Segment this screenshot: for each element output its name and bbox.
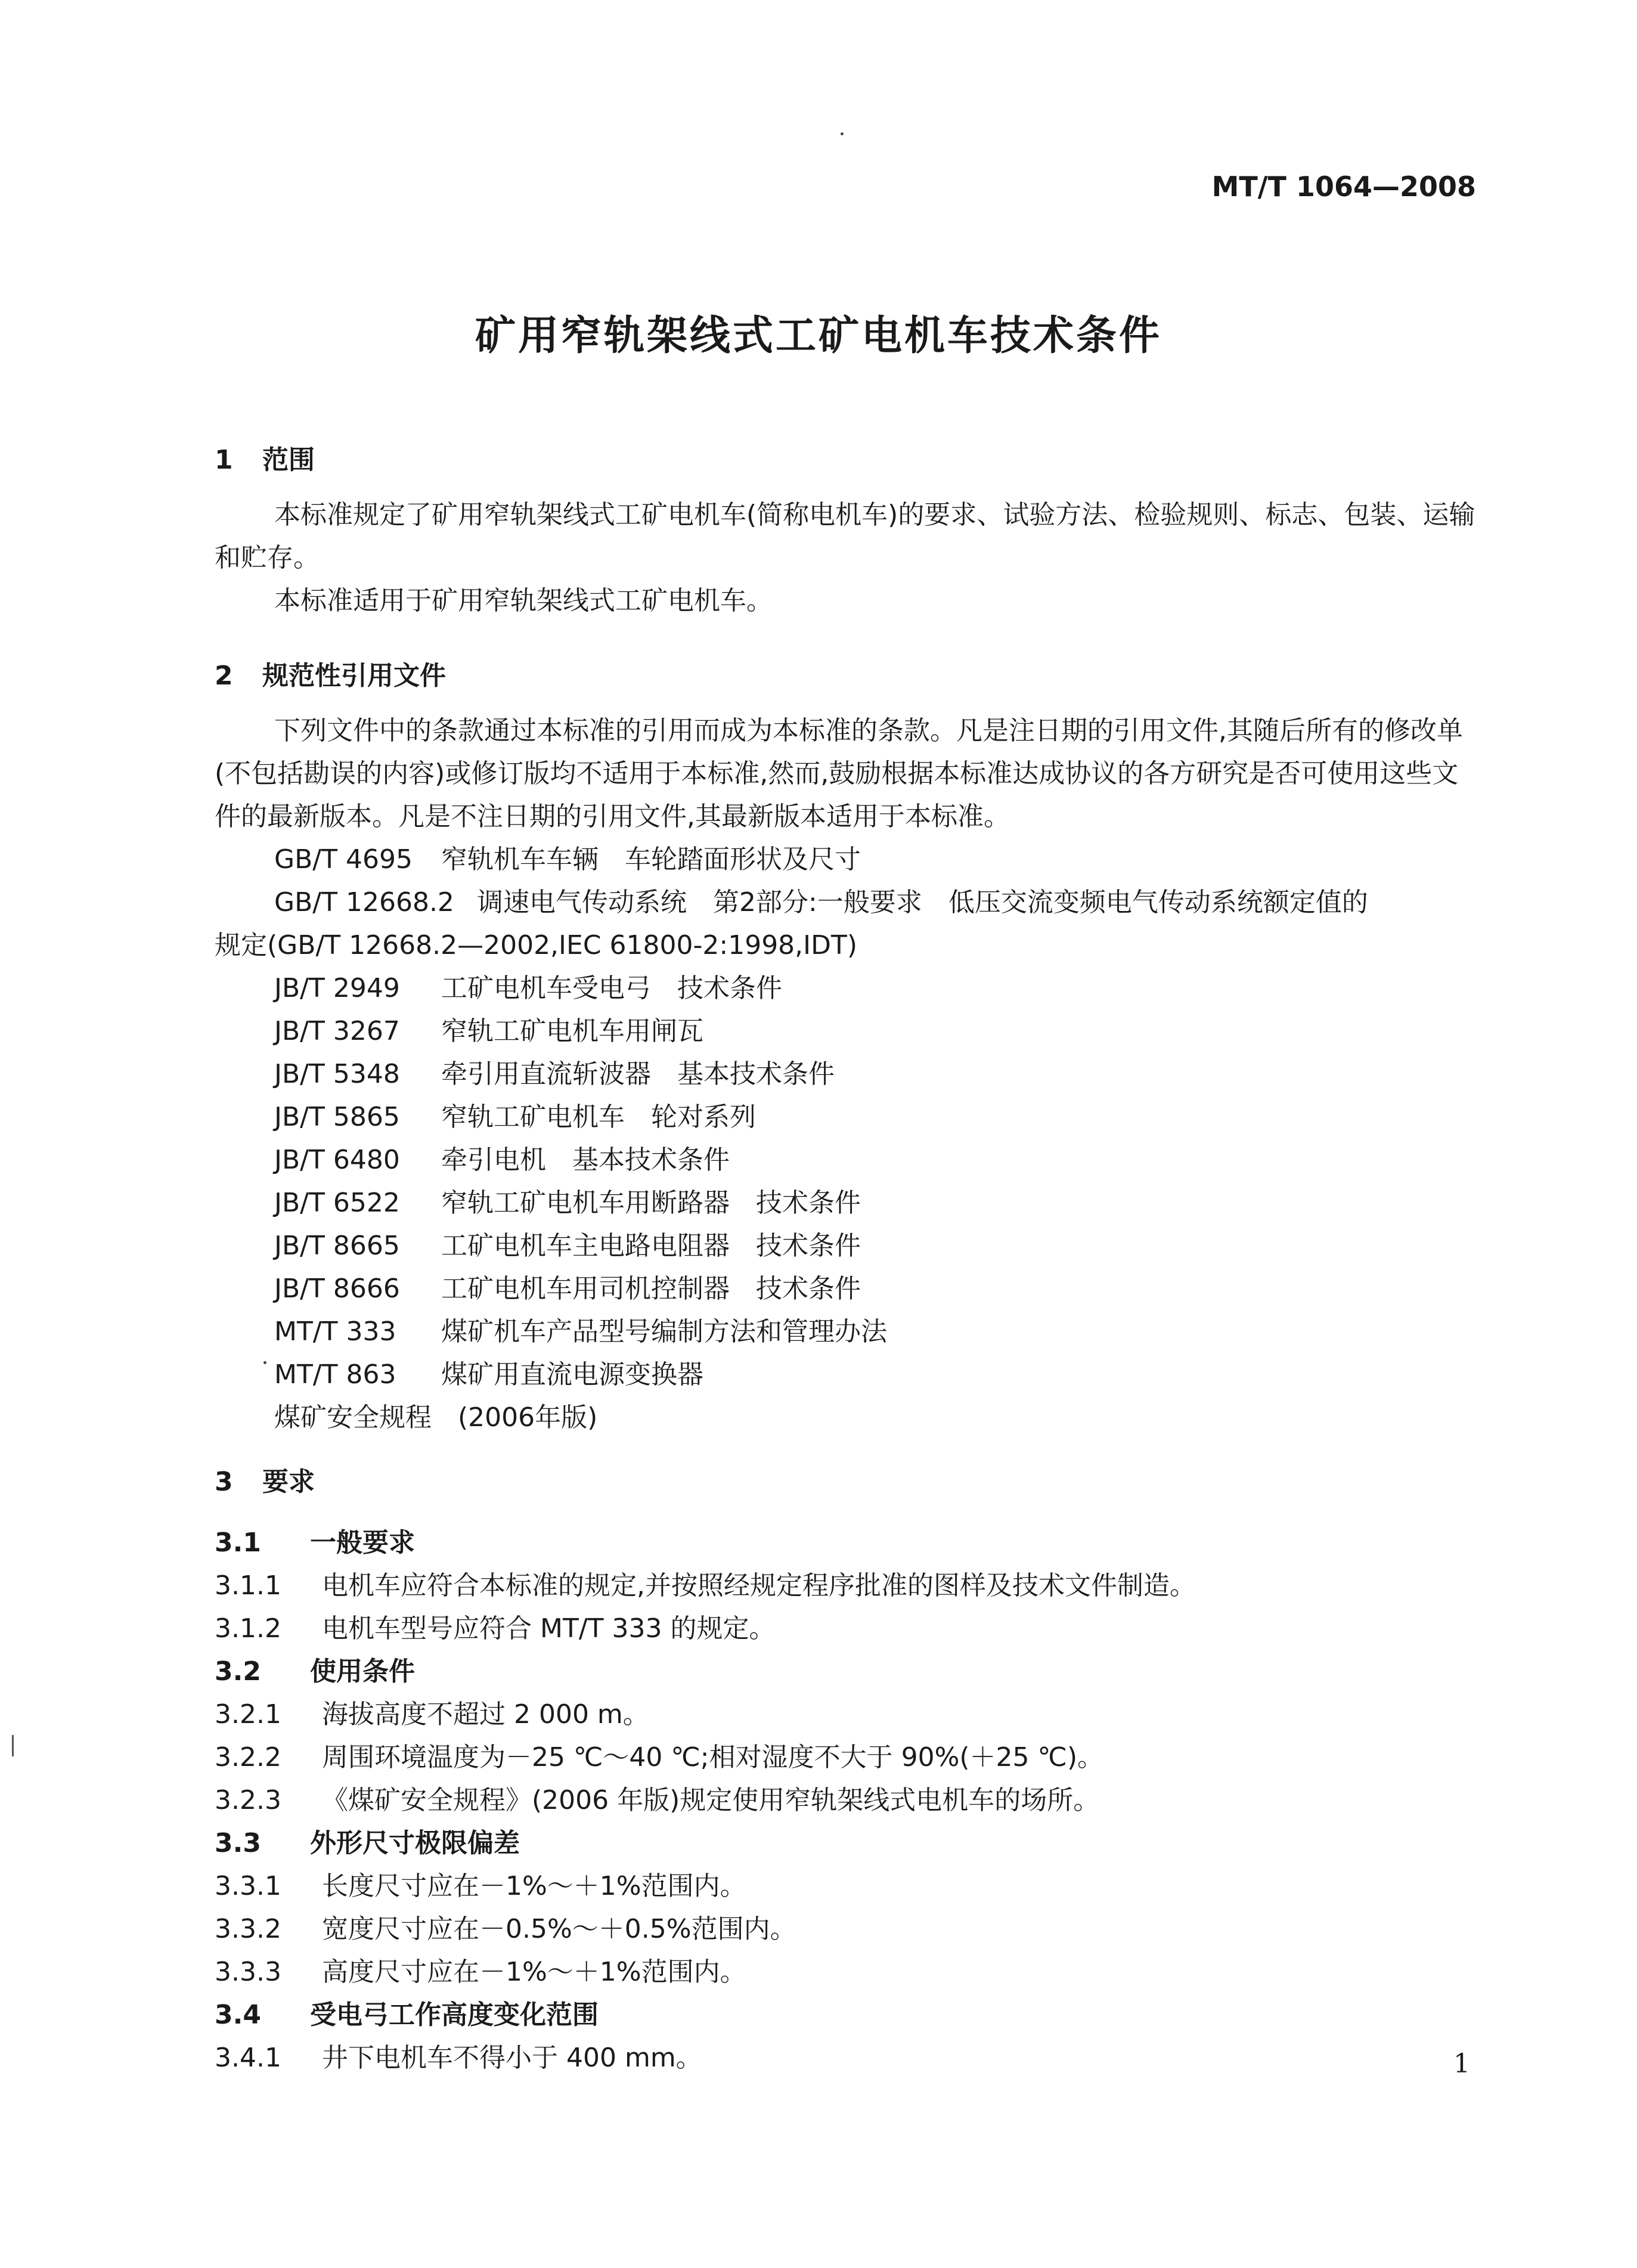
- clause-text: 井下电机车不得小于 400 mm。: [322, 2043, 702, 2073]
- clause-number: 3.1.1: [215, 1570, 281, 1601]
- clause-text: 《煤矿安全规程》(2006 年版)规定使用窄轨架线式电机车的场所。: [322, 1785, 1100, 1815]
- section-number: 1: [215, 445, 233, 475]
- reference-code: MT/T 863: [274, 1359, 396, 1390]
- subsection-title: 使用条件: [310, 1656, 415, 1687]
- subsection-number: 3.3: [215, 1828, 261, 1858]
- reference-item: [274, 1359, 703, 1390]
- clause-3-2-1: [215, 1699, 649, 1730]
- reference-continuation: 规定(GB/T 12668.2—2002,IEC 61800-2:1998,IDT): [215, 930, 858, 961]
- reference-code: JB/T 8665: [274, 1231, 400, 1261]
- clause-3-1-2: [215, 1613, 776, 1644]
- clause-number: 3.2.3: [215, 1785, 281, 1815]
- reference-item: [274, 1018, 703, 1045]
- reference-title: 工矿电机车受电弓 技术条件: [441, 973, 782, 1003]
- document-title: 矿用窄轨架线式工矿电机车技术条件: [475, 312, 1162, 360]
- reference-title: 窄轨机车车辆 车轮踏面形状及尺寸: [441, 844, 861, 875]
- subsection-3-4: [215, 2002, 599, 2028]
- reference-title: 窄轨工矿电机车 轮对系列: [441, 1102, 756, 1132]
- clause-number: 3.4.1: [215, 2043, 281, 2073]
- reference-title: 窄轨工矿电机车用断路器 技术条件: [441, 1188, 861, 1218]
- reference-title: 工矿电机车用司机控制器 技术条件: [441, 1274, 861, 1304]
- subsection-title: 一般要求: [310, 1528, 415, 1558]
- clause-3-3-1: [215, 1873, 746, 1900]
- clause-number: 3.2.1: [215, 1699, 281, 1730]
- reference-code: JB/T 6480: [274, 1145, 400, 1175]
- reference-code: JB/T 8666: [274, 1274, 400, 1304]
- scan-mark: [12, 1735, 14, 1756]
- section-number: 2: [215, 661, 233, 691]
- page-number: 1: [1453, 2049, 1470, 2079]
- reference-code: JB/T 3267: [274, 1016, 400, 1046]
- reference-item: [274, 1104, 756, 1130]
- reference-code: JB/T 5865: [274, 1102, 400, 1132]
- clause-3-3-2: [215, 1916, 796, 1942]
- clause-text: 海拔高度不超过 2 000 m。: [322, 1699, 649, 1730]
- reference-item: [274, 1276, 861, 1302]
- subsection-number: 3.4: [215, 2000, 261, 2030]
- reference-item-last: 煤矿安全规程 (2006年版): [274, 1402, 598, 1433]
- clause-number: 3.1.2: [215, 1613, 281, 1644]
- reference-title: 牵引电机 基本技术条件: [441, 1145, 730, 1175]
- reference-item: [274, 975, 782, 1002]
- reference-code: JB/T 2949: [274, 973, 400, 1003]
- section-number: 3: [215, 1467, 233, 1497]
- clause-text: 电机车应符合本标准的规定,并按照经规定程序批准的图样及技术文件制造。: [322, 1570, 1196, 1601]
- section-3-heading: [215, 1469, 315, 1495]
- clause-text: 电机车型号应符合 MT/T 333 的规定。: [322, 1613, 776, 1644]
- clause-3-3-3: [215, 1959, 746, 1985]
- scan-speck: [841, 132, 844, 135]
- reference-item: [274, 1061, 835, 1087]
- clause-number: 3.3.1: [215, 1871, 281, 1901]
- reference-code: JB/T 5348: [274, 1059, 400, 1089]
- section-title: 范围: [262, 445, 315, 475]
- section-2-heading: [215, 663, 446, 689]
- reference-item: [274, 844, 861, 875]
- section-1-heading: [215, 447, 315, 473]
- scan-speck: [263, 1361, 266, 1364]
- clause-number: 3.3.3: [215, 1957, 281, 1987]
- clause-text: 宽度尺寸应在－0.5%～＋0.5%范围内。: [322, 1914, 796, 1944]
- reference-item: [274, 1316, 887, 1347]
- reference-item: [274, 1233, 861, 1259]
- reference-code: GB/T 12668.2: [274, 887, 454, 918]
- clause-3-4-1: [215, 2045, 702, 2071]
- reference-title: 煤矿用直流电源变换器: [441, 1359, 703, 1390]
- reference-title: 窄轨工矿电机车用闸瓦: [441, 1016, 703, 1046]
- clause-text: 长度尺寸应在－1%～＋1%范围内。: [322, 1871, 746, 1901]
- document-code: MT/T 1064—2008: [1211, 171, 1476, 203]
- clause-3-2-2: [215, 1742, 1104, 1773]
- subsection-title: 外形尺寸极限偏差: [310, 1828, 520, 1858]
- section-1-paragraph-2: 本标准适用于矿用窄轨架线式工矿电机车。: [274, 585, 773, 616]
- reference-title: 工矿电机车主电路电阻器 技术条件: [441, 1231, 861, 1261]
- reference-title: 煤矿机车产品型号编制方法和管理办法: [441, 1316, 887, 1347]
- clause-text: 周围环境温度为－25 ℃～40 ℃;相对湿度不大于 90%(＋25 ℃)。: [322, 1742, 1104, 1773]
- clause-number: 3.3.2: [215, 1914, 281, 1944]
- reference-item: [274, 887, 1368, 918]
- reference-item: [274, 1147, 730, 1173]
- reference-code: GB/T 4695: [274, 844, 413, 875]
- subsection-title: 受电弓工作高度变化范围: [310, 2000, 599, 2030]
- subsection-3-1: [215, 1530, 415, 1556]
- section-2-intro: 下列文件中的条款通过本标准的引用而成为本标准的条款。凡是注日期的引用文件,其随后所有的修改单(不包括勘误的内容)或修订版均不适用于本标准,然而,鼓励根据本标准达成协议的各方研究是否可使用这些文件的最新版本。凡是不注日期的引用文件,其最新版本适用于本标准。: [215, 715, 1463, 832]
- clause-number: 3.2.2: [215, 1742, 281, 1773]
- subsection-number: 3.2: [215, 1656, 261, 1687]
- section-1-paragraph-1: 本标准规定了矿用窄轨架线式工矿电机车(简称电机车)的要求、试验方法、检验规则、标志、包装、运输和贮存。: [215, 500, 1475, 573]
- section-title: 规范性引用文件: [262, 661, 446, 691]
- subsection-3-3: [215, 1830, 520, 1857]
- reference-item: [274, 1190, 861, 1216]
- reference-code: JB/T 6522: [274, 1188, 400, 1218]
- reference-title: 牵引用直流斩波器 基本技术条件: [441, 1059, 835, 1089]
- subsection-3-2: [215, 1656, 415, 1687]
- reference-code: MT/T 333: [274, 1316, 396, 1347]
- subsection-number: 3.1: [215, 1528, 261, 1558]
- clause-3-2-3: [215, 1787, 1099, 1814]
- clause-text: 高度尺寸应在－1%～＋1%范围内。: [322, 1957, 746, 1987]
- reference-title: 调速电气传动系统 第2部分:一般要求 低压交流变频电气传动系统额定值的: [477, 887, 1368, 918]
- section-title: 要求: [262, 1467, 315, 1497]
- clause-3-1-1: [215, 1570, 1196, 1601]
